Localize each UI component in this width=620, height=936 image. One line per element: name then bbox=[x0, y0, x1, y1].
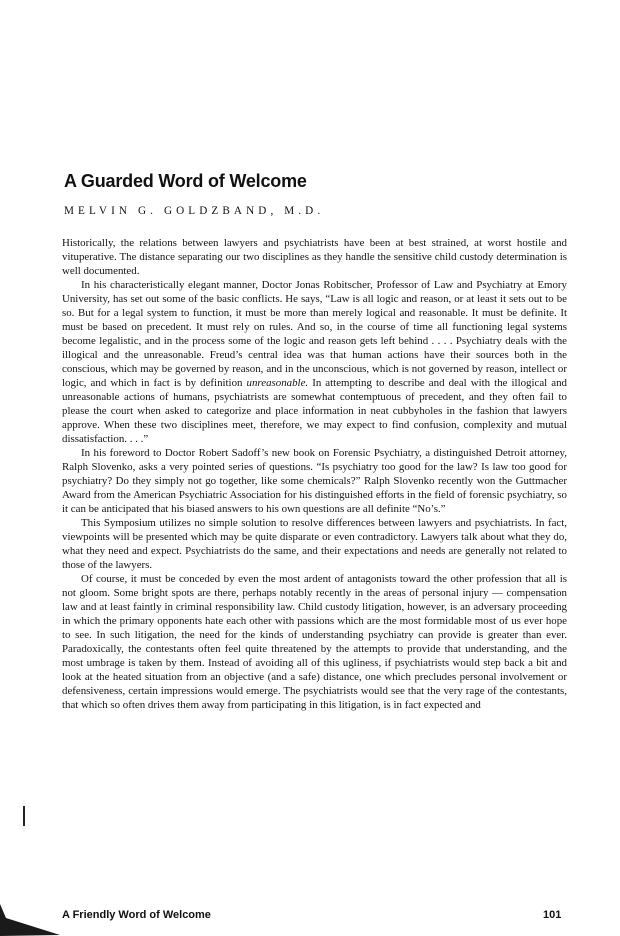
page-number: 101 bbox=[543, 909, 562, 921]
margin-line-mark bbox=[23, 806, 25, 826]
paragraph-text-continued: In attempting to describe and deal with the illogical and unreasonable actions of humans, psychiatrists are somewhat contemptuous of precedent, and they often fail to please the court when asked to categorize and place information in neat cubbyholes in the fashion that lawyers approve. When these two disciplines meet, therefore, we may expect to find confusion, complexity and mutual dissatisfaction. . . .” bbox=[62, 377, 567, 445]
article-author: MELVIN G. GOLDZBAND, M.D. bbox=[64, 205, 325, 217]
body-paragraph bbox=[62, 516, 567, 572]
article-title: A Guarded Word of Welcome bbox=[64, 171, 307, 191]
paragraph-text: Of course, it must be conceded by even the most ardent of antagonists toward the other profession that all is not gloom. Some bright spots are there, perhaps notably recently in the areas of personal injury — compensation law and at least faintly in criminal responsibility law. Child custody litigation, however, is an adversary proceeding in which the primary opponents hate each other with passions which are the most formidable most of us ever hope to see. In such litigation, the need for the kinds of understanding psychiatry can provide is greater than ever. Paradoxically, the contestants often feel quite threatened by the attempts to provide that understanding, and the most umbrage is taken by them. Instead of avoiding all of this ugliness, if psychiatrists would step back a bit and look at the heated situation from an objective (and a safe) distance, one which precludes personal involvement or defensiveness, certain impressions would emerge. The psychiatrists would see that the very rage of the contestants, that which so often drives them away from participating in this litigation, is in fact expected and bbox=[62, 573, 567, 711]
body-paragraph bbox=[62, 446, 567, 516]
paragraph-text: Historically, the relations between lawyers and psychiatrists have been at best strained, at worst hostile and vituperative. The distance separating our two disciplines as they handle the sensitive child custody determination is well documented. bbox=[62, 237, 567, 277]
body-paragraph bbox=[62, 278, 567, 446]
paragraph-text: This Symposium utilizes no simple solution to resolve differences between lawyers and psychiatrists. In fact, viewpoints will be presented which may be quite disparate or even contradictory. Lawyers talk about what they do, what they need and expect. Psychiatrists do the same, and their expectations and needs are generally not related to those of the lawyers. bbox=[62, 517, 567, 571]
body-paragraph bbox=[62, 236, 567, 278]
article-body bbox=[62, 236, 567, 712]
paragraph-text: In his characteristically elegant manner, Doctor Jonas Robitscher, Professor of Law and Psychiatry at Emory University, has set out some of the basic conflicts. He says, “Law is all logic and reason, or at least it sets out to be so. But for a legal system to function, it must be more than merely logical and reasonable. It must be definite. It must be based on precedent. It must rely on rules. And so, in the course of time all functioning legal systems become legalistic, and in the process some of the logic and reason gets left behind . . . . Psychiatry deals with the illogical and the unreasonable. Freud’s central idea was that human actions have their sources both in the conscious, which may be governed by reason, and in the unconscious, which is not governed by reason, intellect or logic, and which in fact is by definition bbox=[62, 279, 567, 389]
emphasized-text: unreasonable. bbox=[246, 377, 309, 389]
running-footer-title: A Friendly Word of Welcome bbox=[62, 909, 211, 921]
paragraph-text: In his foreword to Doctor Robert Sadoff’s new book on Forensic Psychiatry, a distinguished Detroit attorney, Ralph Slovenko, asks a very pointed series of questions. “Is psychiatry too good for the law? Is law too good for psychiatry? Do they simply not go together, like some chemicals?” Ralph Slovenko recently won the Guttmacher Award from the American Psychiatric Association for his distinguished efforts in the field of forensic psychiatry, so it can be anticipated that his biased answers to his own questions are all definite “No’s.” bbox=[62, 447, 567, 515]
body-paragraph bbox=[62, 572, 567, 712]
binding-shadow-mark bbox=[0, 904, 60, 936]
